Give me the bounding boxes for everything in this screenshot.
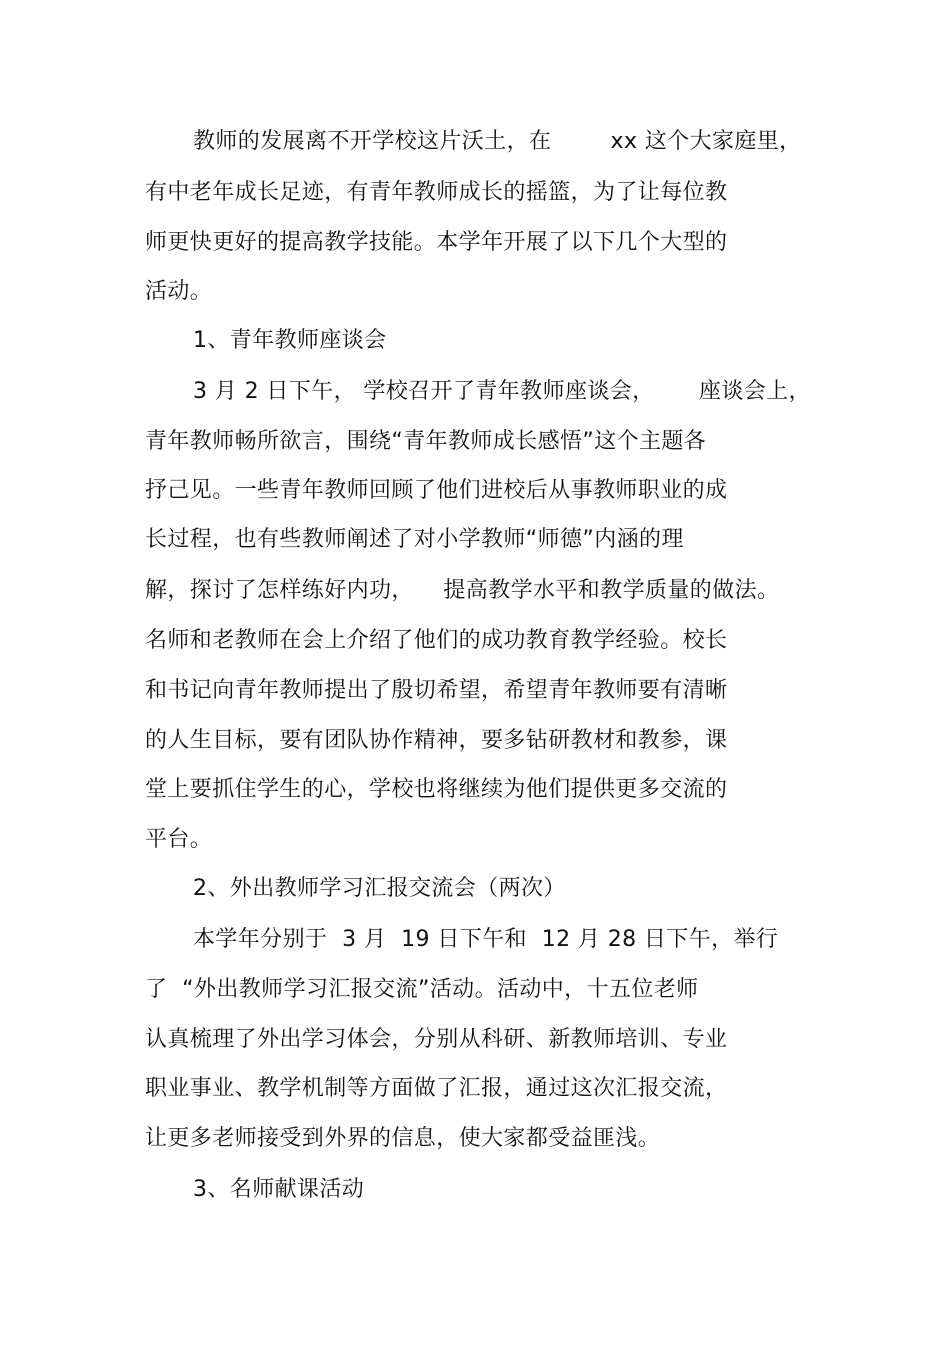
paragraph-line: 职业事业、教学机制等方面做了汇报，通过这次汇报交流， — [145, 1076, 728, 1101]
paragraph-line: 和书记向青年教师提出了殷切希望，希望青年教师要有清晰 — [145, 678, 728, 703]
paragraph-line: 教师的发展离不开学校这片沃土，在 xx 这个大家庭里， — [193, 129, 802, 154]
paragraph-line: 解，探讨了怎样练好内功， 提高教学水平和教学质量的做法。 — [145, 578, 780, 603]
paragraph-line: 堂上要抓住学生的心，学校也将继续为他们提供更多交流的 — [145, 777, 728, 802]
paragraph-line: 抒己见。一些青年教师回顾了他们进校后从事教师职业的成 — [145, 478, 728, 503]
paragraph-line: 师更快更好的提高教学技能。本学年开展了以下几个大型的 — [145, 230, 728, 255]
paragraph-line: 青年教师畅所欲言，围绕“青年教师成长感悟”这个主题各 — [145, 429, 707, 454]
paragraph-line: 活动。 — [145, 279, 213, 304]
paragraph-line: 有中老年成长足迹，有青年教师成长的摇篮，为了让每位教 — [145, 180, 728, 205]
paragraph-line: 3 月 2 日下午， 学校召开了青年教师座谈会， 座谈会上， — [193, 379, 811, 404]
paragraph-line: 的人生目标，要有团队协作精神，要多钻研教材和教参，课 — [145, 728, 728, 753]
paragraph-line: 本学年分别于 3 月 19 日下午和 12 月 28 日下午，举行 — [193, 927, 779, 952]
section-heading: 1、青年教师座谈会 — [193, 328, 387, 353]
paragraph-line: 了 “外出教师学习汇报交流”活动。活动中，十五位老师 — [145, 977, 699, 1002]
paragraph-line: 平台。 — [145, 827, 213, 852]
paragraph-line: 认真梳理了外出学习体会，分别从科研、新教师培训、专业 — [145, 1027, 728, 1052]
paragraph-line: 让更多老师接受到外界的信息，使大家都受益匪浅。 — [145, 1126, 661, 1151]
section-heading: 3、名师献课活动 — [193, 1177, 365, 1202]
paragraph-line: 长过程，也有些教师阐述了对小学教师“师德”内涵的理 — [145, 527, 684, 552]
paragraph-line: 名师和老教师在会上介绍了他们的成功教育教学经验。校长 — [145, 628, 728, 653]
section-heading: 2、外出教师学习汇报交流会（两次） — [193, 876, 566, 901]
